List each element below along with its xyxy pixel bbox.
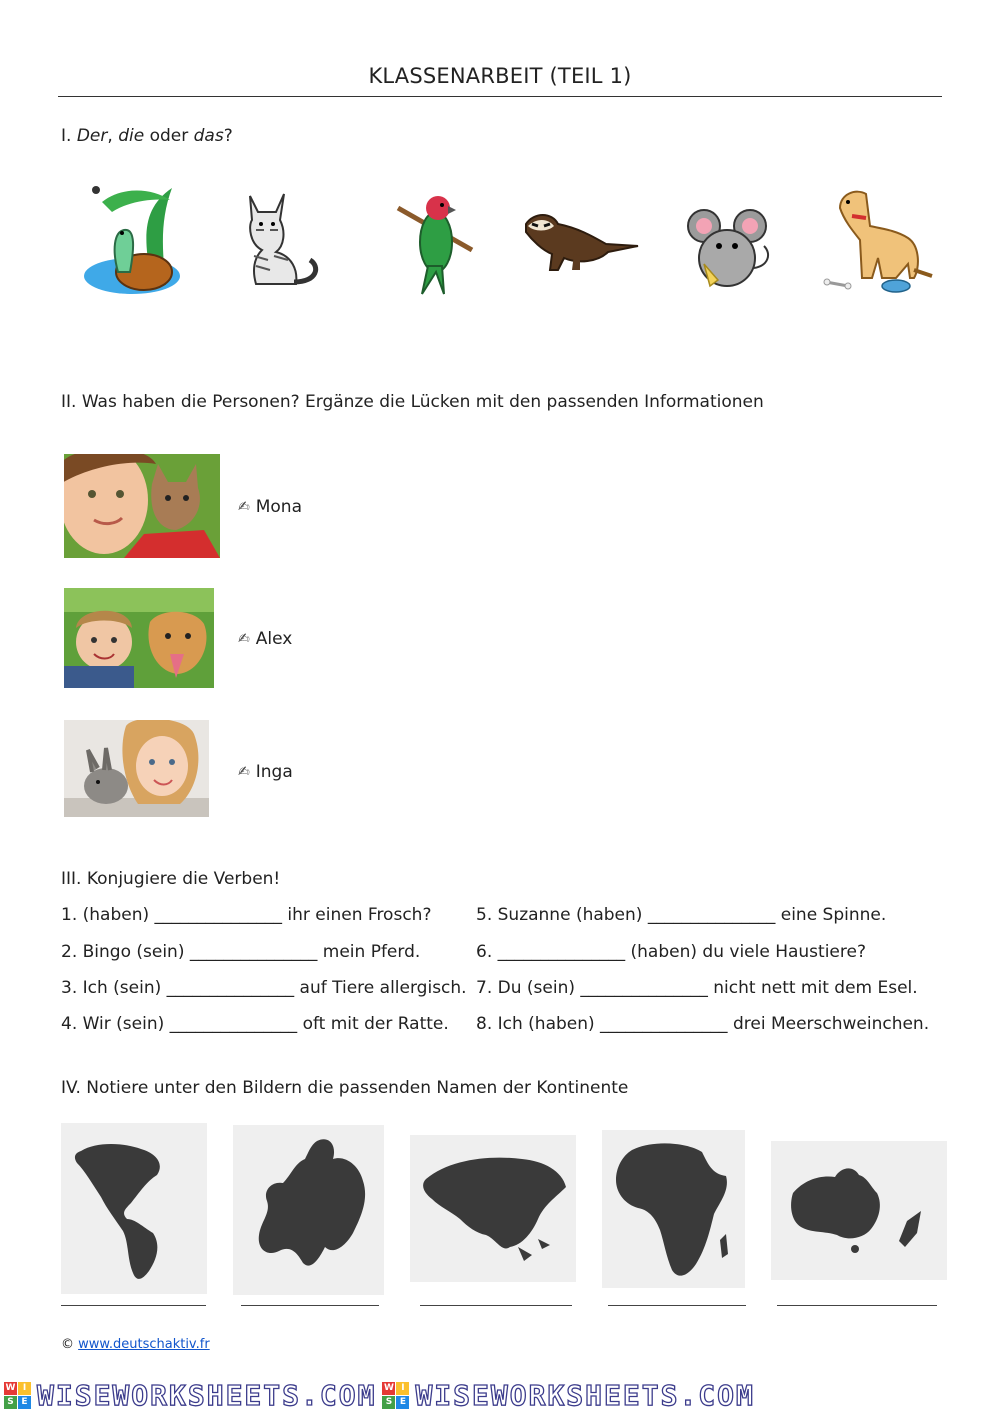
pen-icon: ✍ <box>238 499 250 515</box>
answer-blank[interactable]: _______________ <box>580 978 708 998</box>
brand-banner <box>0 1378 1000 1413</box>
answer-blank[interactable]: _______________ <box>647 905 776 925</box>
answer-blank[interactable]: _______________ <box>166 978 295 998</box>
answer-blank[interactable]: _______________ <box>497 942 626 962</box>
wise-logo-icon: W I S E <box>382 1382 409 1409</box>
person-label-inga <box>238 762 293 782</box>
section-4-heading: IV. Notiere unter den Bildern die passenden Namen der Kontinente <box>61 1078 629 1098</box>
wise-logo-icon: W I S E <box>4 1382 31 1409</box>
boy-with-dog-photo <box>64 588 214 688</box>
copyright: © www.deutschaktiv.fr <box>61 1337 210 1352</box>
section-2-heading: II. Was haben die Personen? Ergänze die Lücken mit den passenden Informationen <box>61 392 764 412</box>
exercise-line-3: 3. Ich (sein) _______________ auf Tiere allergisch. <box>61 978 467 998</box>
person-name: Inga <box>255 762 293 782</box>
exercise-line-6: 6. _______________ (haben) du viele Haustiere? <box>476 942 866 962</box>
europe-map <box>233 1125 384 1295</box>
oceania-map <box>771 1141 947 1280</box>
section-3-heading: III. Konjugiere die Verben! <box>61 869 281 889</box>
person-label-alex <box>238 629 292 649</box>
cat-icon <box>240 186 322 296</box>
person-name: Mona <box>255 497 302 517</box>
page-title: KLASSENARBEIT (TEIL 1) <box>368 64 632 88</box>
turtle-icon <box>82 180 182 298</box>
person-name: Alex <box>255 629 293 649</box>
africa-map <box>602 1130 745 1288</box>
girl-with-kitten-photo <box>64 454 220 558</box>
exercise-line-2: 2. Bingo (sein) _______________ mein Pferd. <box>61 942 421 962</box>
asia-map <box>410 1135 576 1282</box>
continent-answer-line[interactable] <box>241 1305 379 1306</box>
pen-icon: ✍ <box>238 631 250 647</box>
exercise-line-1: 1. (haben) _______________ ihr einen Frosch? <box>61 905 432 925</box>
exercise-line-7: 7. Du (sein) _______________ nicht nett mit dem Esel. <box>476 978 918 998</box>
continent-answer-line[interactable] <box>608 1305 746 1306</box>
person-label-mona <box>238 497 302 517</box>
americas-map <box>61 1123 207 1294</box>
answer-blank[interactable]: _______________ <box>169 1014 298 1034</box>
brand-wordmark: WISEWORKSHEETS.COM <box>37 1379 377 1412</box>
pen-icon: ✍ <box>238 764 250 780</box>
brand-wordmark: WISEWORKSHEETS.COM <box>415 1379 755 1412</box>
exercise-line-8: 8. Ich (haben) _______________ drei Meerschweinchen. <box>476 1014 930 1034</box>
parrot-icon <box>392 186 478 298</box>
answer-blank[interactable]: _______________ <box>600 1014 728 1034</box>
continent-answer-line[interactable] <box>420 1305 572 1306</box>
answer-blank[interactable]: _______________ <box>154 905 283 925</box>
source-link[interactable]: www.deutschaktiv.fr <box>78 1337 210 1352</box>
mouse-icon <box>684 206 778 290</box>
exercise-line-4: 4. Wir (sein) _______________ oft mit der Ratte. <box>61 1014 449 1034</box>
continent-answer-line[interactable] <box>61 1305 206 1306</box>
section-1-heading: I. Der, die oder das? <box>61 126 233 146</box>
answer-blank[interactable]: _______________ <box>189 942 318 962</box>
exercise-line-5: 5. Suzanne (haben) _______________ eine Spinne. <box>476 905 887 925</box>
continent-answer-line[interactable] <box>777 1305 937 1306</box>
girl-with-rabbit-photo <box>64 720 209 817</box>
ferret-icon <box>518 206 640 276</box>
dog-icon <box>822 186 934 296</box>
title-rule <box>58 96 942 97</box>
